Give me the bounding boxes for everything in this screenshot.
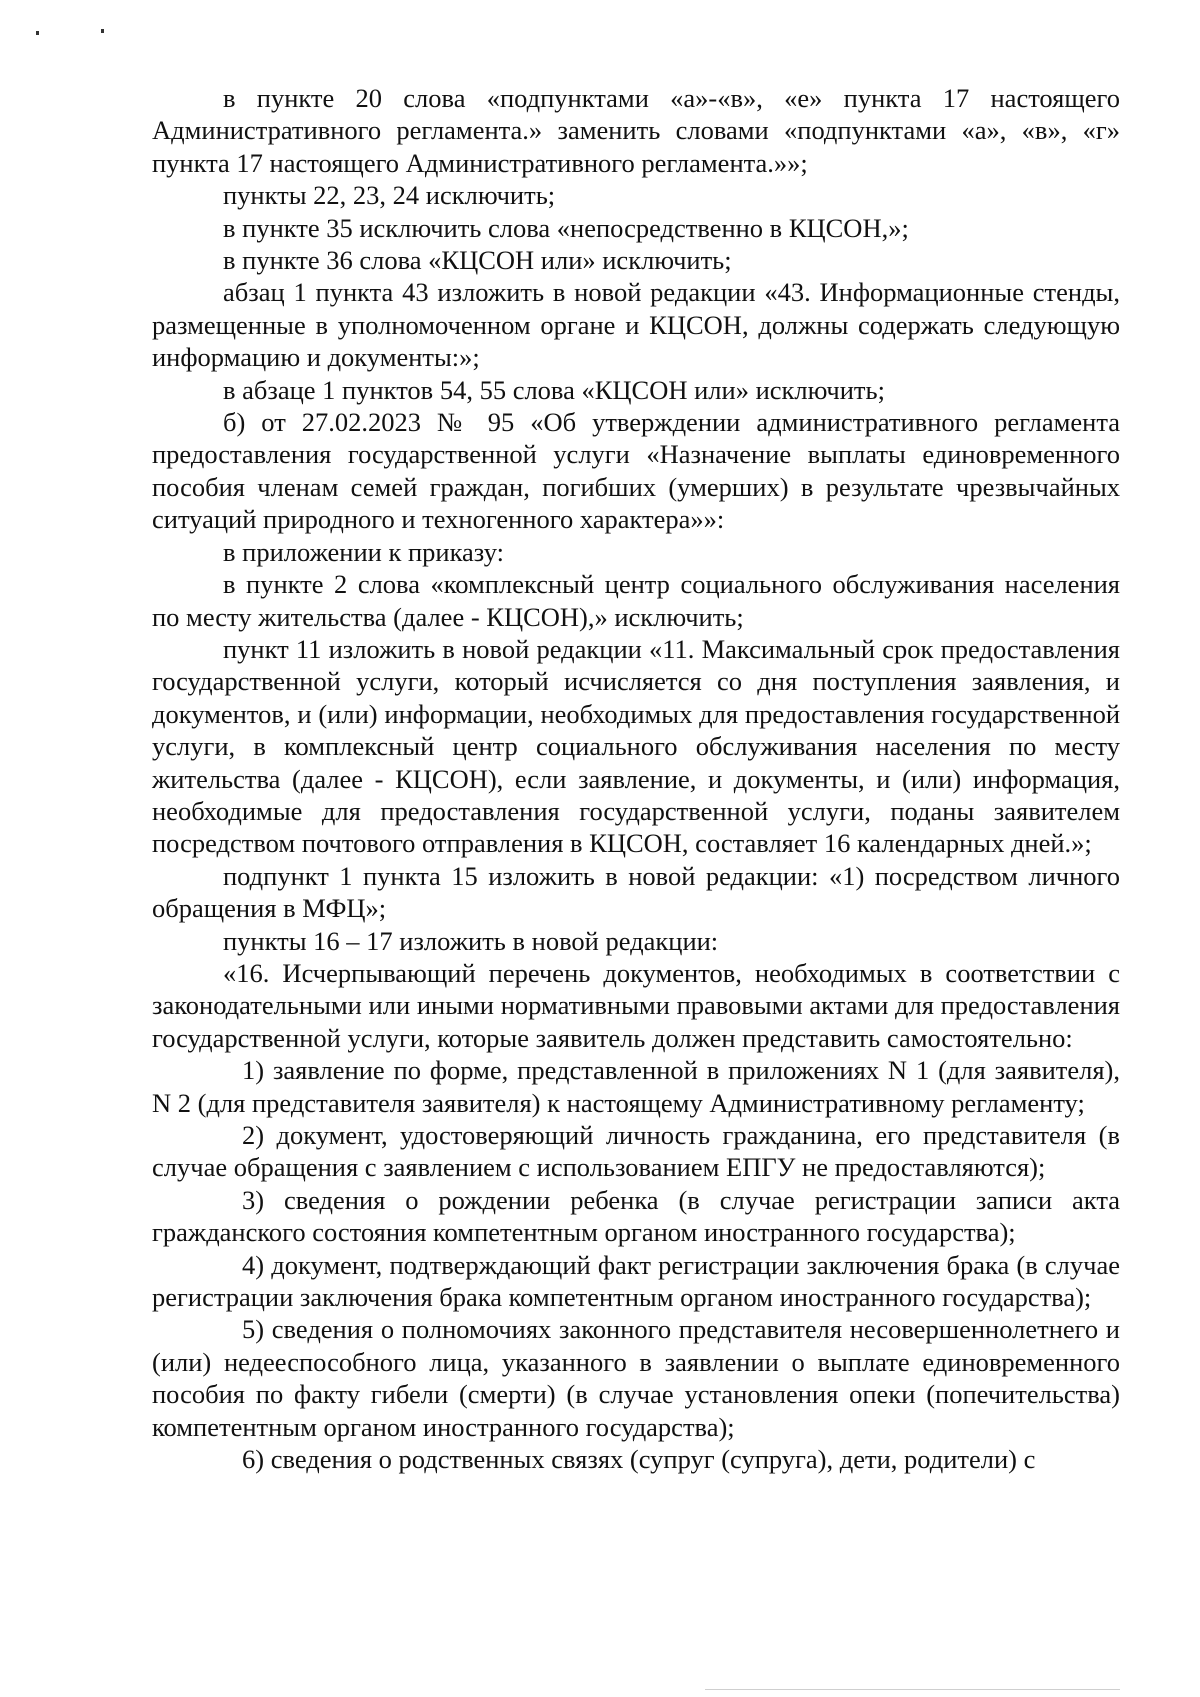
list-item: 5) сведения о полномочиях законного представителя несовершеннолетнего и (или) недееспособного лица, указанного в заявлении о выплате единовременного пособия по факту гибели (смерти) (в случае установления опеки (попечительства) компетентным органом иностранного государства); (152, 1314, 1120, 1442)
paragraph: в пункте 2 слова «комплексный центр социального обслуживания населения по месту жительства (далее - КЦСОН),» исключить; (152, 569, 1120, 632)
paragraph: пункты 16 – 17 изложить в новой редакции: (223, 925, 719, 956)
list-item: 3) сведения о рождении ребенка (в случае регистрации записи акта гражданского состояния компетентным органом иностранного государства); (152, 1184, 1120, 1248)
paragraph: в абзаце 1 пунктов 54, 55 слова «КЦСОН или» исключить; (223, 374, 885, 405)
footer-rule (705, 1689, 1120, 1690)
paragraph: «16. Исчерпывающий перечень документов, необходимых в соответствии с законодательными или иными нормативными правовыми актами для предоставления государственной услуги, которые заявитель должен представить самостоятельно: (152, 957, 1120, 1053)
scan-speck (36, 31, 39, 35)
paragraph: в приложении к приказу: (223, 536, 504, 567)
list-item: 4) документ, подтверждающий факт регистрации заключения брака (в случае регистрации заключения брака компетентным органом иностранного государства); (152, 1249, 1120, 1313)
list-item: 2) документ, удостоверяющий личность гражданина, его представителя (в случае обращения с заявлением с использованием ЕПГУ не предоставляются); (152, 1120, 1120, 1183)
list-item: 1) заявление по форме, представленной в приложениях N 1 (для заявителя), N 2 (для представителя заявителя) к настоящему Административному регламенту; (152, 1055, 1120, 1118)
paragraph: абзац 1 пункта 43 изложить в новой редакции «43. Информационные стенды, размещенные в уполномоченном органе и КЦСОН, должны содержать следующую информацию и документы:»; (152, 277, 1120, 373)
paragraph: подпункт 1 пункта 15 изложить в новой редакции: «1) посредством личного обращения в МФЦ»; (152, 860, 1120, 924)
paragraph: пункт 11 изложить в новой редакции «11. Максимальный срок предоставления государственной услуги, который исчисляется со дня поступления заявления, и документов, и (или) информации, необходимых для предоставления государственной услуги, в комплексный центр социального обслуживания населения по месту жительства (далее - КЦСОН), если заявление, и документы, и (или) информация, необходимые для предоставления государственной услуги, поданы заявителем посредством почтового отправления в КЦСОН, составляет 16 календарных дней.»; (152, 633, 1120, 859)
paragraph: в пункте 20 слова «подпунктами «а»-«в», «е» пункта 17 настоящего Административного регламента.» заменить словами «подпунктами «а», «в», «г» пункта 17 настоящего Административного регламента.»»; (152, 83, 1120, 178)
document-body (152, 82, 1120, 1475)
paragraph: в пункте 36 слова «КЦСОН или» исключить; (223, 245, 732, 276)
paragraph: пункты 22, 23, 24 исключить; (223, 180, 556, 211)
paragraph: б) от 27.02.2023 № 95 «Об утверждении административного регламента предоставления государственной услуги «Назначение выплаты единовременного пособия членам семей граждан, погибших (умерших) в результате чрезвычайных ситуаций природного и техногенного характера»»: (152, 407, 1120, 535)
scan-speck (101, 29, 104, 33)
paragraph: в пункте 35 исключить слова «непосредственно в КЦСОН,»; (223, 212, 909, 243)
list-item: 6) сведения о родственных связях (супруг (супруга), дети, родители) с (242, 1444, 1036, 1475)
